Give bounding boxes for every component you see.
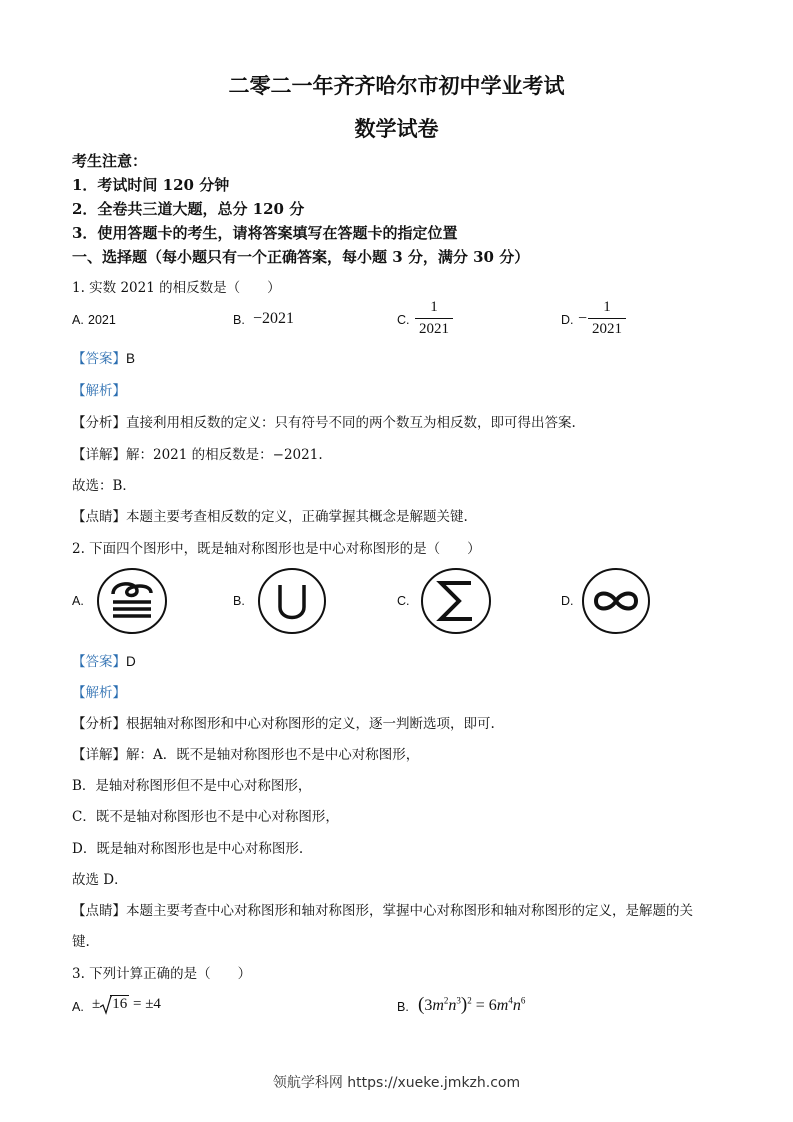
section-heading: 一、选择题（每小题只有一个正确答案，每小题 3 分，满分 30 分） (72, 248, 530, 266)
xiangjie-tag: 【详解】 (72, 747, 126, 763)
notice-item: 1．考试时间 120 分钟 (72, 176, 230, 194)
question-stem: 2. 下面四个图形中，既是轴对称图形也是中心对称图形的是（ ） (72, 541, 481, 557)
fraction-denominator: 2021 (588, 318, 626, 339)
analysis-dianjing-cont: 键. (72, 934, 90, 950)
option-a-label: A. (72, 594, 84, 608)
sigma-icon (419, 567, 493, 635)
analysis-line: B．是轴对称图形但不是中心对称图形， (72, 778, 312, 794)
fenxi-tag: 【分析】 (72, 415, 126, 431)
fenxi-text: 根据轴对称图形和中心对称图形的定义，逐一判断选项，即可. (126, 716, 495, 732)
answer-value: D (126, 654, 136, 669)
page-subtitle: 数学试卷 (354, 116, 439, 141)
notice-item: 2．全卷共三道大题，总分 120 分 (72, 200, 305, 218)
dianjing-text: 本题主要考查中心对称图形和轴对称图形，掌握中心对称图形和轴对称图形的定义，是解题的关 (126, 903, 693, 919)
option-b-label: B. (233, 594, 245, 608)
question-stem: 1. 实数 2021 的相反数是（ ） (72, 280, 281, 296)
infinity-icon (580, 567, 652, 635)
option-c-label: C. (397, 594, 410, 608)
dianjing-tag: 【点睛】 (72, 903, 126, 919)
wavy-lines-icon (95, 567, 169, 635)
option-b-formula: $(3m^2n^3)^2 = 6m^4n^6$ (418, 994, 526, 1015)
union-icon (256, 567, 328, 635)
xiangjie-text: 解：A．既不是轴对称图形也不是中心对称图形， (126, 747, 420, 763)
xiangjie-tag: 【详解】 (72, 447, 126, 463)
question-stem: 3. 下列计算正确的是（ ） (72, 966, 252, 982)
option-a-formula: ± 16 = ±4 (92, 996, 161, 1012)
analysis-xiangjie (72, 743, 419, 763)
answer-line (72, 347, 135, 367)
option-c-fraction (415, 298, 453, 339)
option-b-value: −2021 (253, 310, 295, 327)
notice-heading: 考生注意： (72, 152, 148, 170)
option-d-sign: − (578, 310, 588, 327)
choose-line: 故选：B． (72, 478, 136, 494)
analysis-tag: 【解析】 (72, 685, 126, 701)
notice-item: 3．使用答题卡的考生，请将答案填写在答题卡的指定位置 (72, 224, 458, 242)
answer-tag: 【答案】 (72, 351, 126, 367)
fraction-numerator: 1 (603, 299, 611, 315)
answer-line (72, 650, 136, 670)
option-d-label: D. (561, 594, 574, 608)
analysis-fenxi (72, 712, 495, 732)
dianjing-tag: 【点睛】 (72, 509, 126, 525)
page-title: 二零二一年齐齐哈尔市初中学业考试 (228, 73, 565, 98)
option-a-label: A. (72, 1000, 84, 1014)
option-d-label: D. (561, 313, 574, 327)
option-b-label: B. (233, 313, 245, 327)
analysis-xiangjie (72, 443, 323, 463)
option-c-label: C. (397, 313, 410, 327)
analysis-dianjing (72, 505, 468, 525)
option-a-label: A. (72, 313, 84, 327)
analysis-tag: 【解析】 (72, 383, 126, 399)
dianjing-text: 本题主要考查相反数的定义，正确掌握其概念是解题关键. (126, 509, 468, 525)
xiangjie-text: 解：2021 的相反数是：−2021. (126, 447, 323, 463)
analysis-line: C．既不是轴对称图形也不是中心对称图形， (72, 809, 339, 825)
option-a-value: 2021 (88, 313, 116, 327)
fenxi-text: 直接利用相反数的定义：只有符号不同的两个数互为相反数，即可得出答案. (126, 415, 576, 431)
option-b-label: B. (397, 1000, 409, 1014)
fraction-numerator: 1 (430, 299, 438, 315)
analysis-fenxi (72, 411, 576, 431)
answer-tag: 【答案】 (72, 654, 126, 670)
fraction-denominator: 2021 (415, 318, 453, 339)
analysis-dianjing (72, 899, 693, 919)
answer-value: B (126, 351, 136, 366)
option-d-fraction (588, 298, 626, 339)
fenxi-tag: 【分析】 (72, 716, 126, 732)
footer-watermark: 领航学科网 https://xueke.jmkzh.com (272, 1075, 521, 1091)
choose-line: 故选 D． (72, 872, 128, 888)
analysis-line: D．既是轴对称图形也是中心对称图形. (72, 841, 304, 857)
